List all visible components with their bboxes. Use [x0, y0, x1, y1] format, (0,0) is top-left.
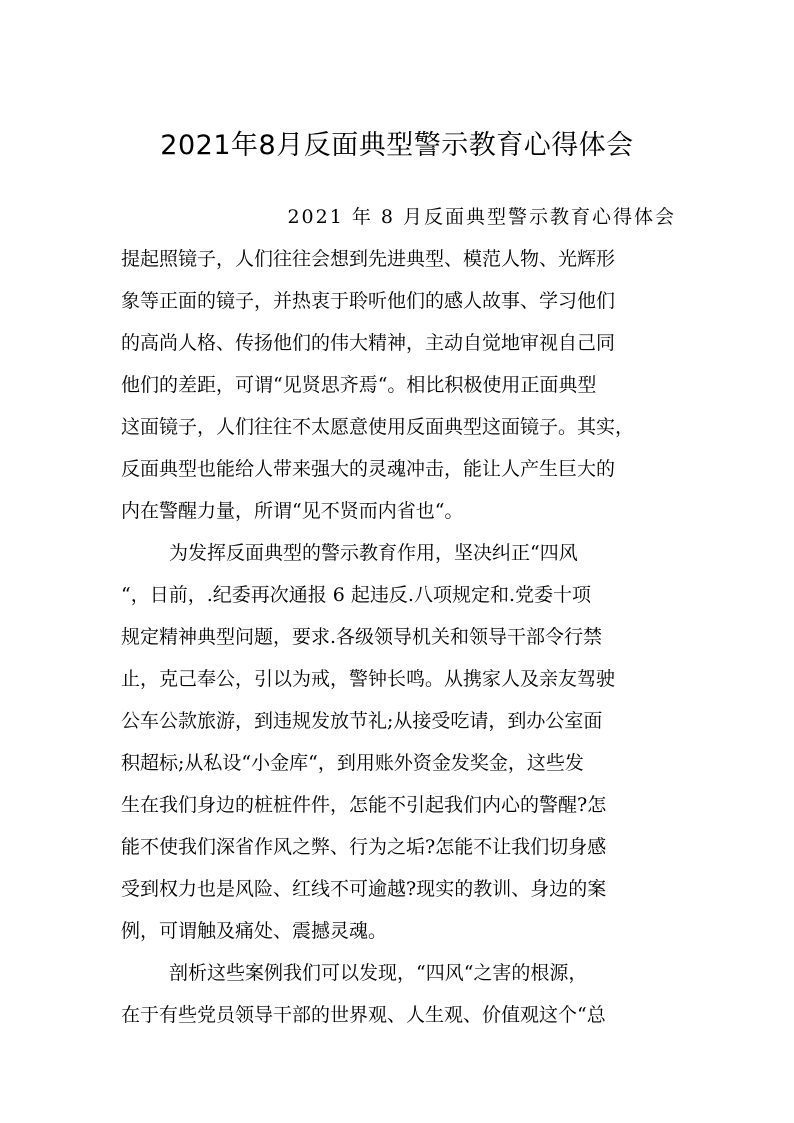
paragraph-2-line: 能不使我们深省作风之弊、行为之垢?怎能不让我们切身感 — [121, 836, 607, 858]
paragraph-1-line: 提起照镜子，人们往往会想到先进典型、模范人物、光辉形 — [121, 248, 616, 270]
paragraph-2-line: 为发挥反面典型的警示教育作用，坚决纠正“四风 — [169, 542, 578, 564]
paragraph-2-line: 止，克己奉公，引以为戒，警钟长鸣。从携家人及亲友驾驶 — [121, 668, 616, 690]
paragraph-1-line: 的高尚人格、传扬他们的伟大精神，主动自觉地审视自己同 — [121, 332, 616, 354]
paragraph-1-line: 内在警醒力量，所谓“见不贤而内省也“。 — [121, 500, 464, 522]
document-body — [121, 196, 676, 1036]
paragraph-1-line: 这面镜子，人们往往不太愿意使用反面典型这面镜子。其实， — [121, 416, 635, 438]
paragraph-3-line: 剖析这些案例我们可以发现，“四风“之害的根源， — [169, 962, 588, 984]
paragraph-1-line: 象等正面的镜子，并热衷于聆听他们的感人故事、学习他们 — [121, 290, 616, 312]
paragraph-1-line: 反面典型也能给人带来强大的灵魂冲击，能让人产生巨大的 — [121, 458, 616, 480]
paragraph-2-line: 生在我们身边的桩桩件件，怎能不引起我们内心的警醒?怎 — [121, 794, 607, 816]
paragraph-2-line: “，日前，.纪委再次通报 6 起违反.八项规定和.党委十项 — [121, 584, 592, 606]
paragraph-3-line: 在于有些党员领导干部的世界观、人生观、价值观这个“总 — [121, 1004, 606, 1026]
paragraph-1-line: 他们的差距，可谓“见贤思齐焉“。相比积极使用正面典型 — [121, 374, 597, 396]
paragraph-2-line: 积超标;从私设“小金库“，到用账外资金发奖金，这些发 — [121, 752, 584, 774]
paragraph-2-line: 公车公款旅游，到违规发放节礼;从接受吃请，到办公室面 — [121, 710, 603, 732]
document-title: 2021年8月反面典型警示教育心得体会 — [160, 130, 634, 161]
paragraph-2-line: 例，可谓触及痛处、震撼灵魂。 — [121, 920, 388, 942]
paragraph-2-line: 受到权力也是风险、红线不可逾越?现实的教训、身边的案 — [121, 878, 607, 900]
paragraph-2-line: 规定精神典型问题，要求.各级领导机关和领导干部令行禁 — [121, 626, 603, 648]
subtitle-line: 2021 年 8 月反面典型警示教育心得体会 — [287, 206, 676, 228]
